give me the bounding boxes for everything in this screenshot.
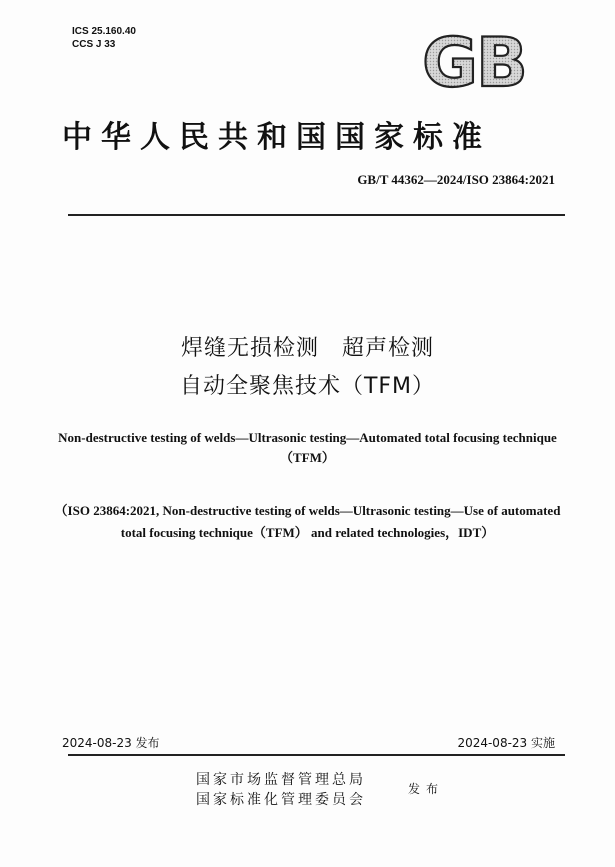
chinese-title-line-1: 焊缝无损检测 超声检测 (180, 336, 434, 361)
issuing-authorities (196, 770, 366, 810)
org-title: 中华人民共和国国家标准 (62, 120, 491, 155)
classification-codes (72, 25, 136, 51)
gb-logo-icon (414, 30, 534, 92)
issue-label: 发布 (408, 782, 445, 796)
issuer-2: 国家标准化管理委员会 (196, 792, 366, 808)
ccs-code: CCS J 33 (72, 39, 116, 50)
english-title: Non-destructive testing of welds—Ultrasonic testing—Automated total focusing technique（TFM） (58, 430, 557, 465)
implementation-date: 2024-08-23 实施 (457, 736, 555, 750)
ics-code: ICS 25.160.40 (72, 26, 136, 37)
publication-date: 2024-08-23 发布 (62, 736, 160, 750)
iso-equivalence-note: （ISO 23864:2021, Non-destructive testing of welds—Ultrasonic testing—Use of automated total focusing technique（TFM） and related technologies，IDT） (54, 503, 561, 540)
svg-text:GB: GB (422, 30, 526, 92)
chinese-title (0, 330, 615, 406)
header-divider (68, 214, 565, 216)
standard-number: GB/T 44362—2024/ISO 23864:2021 (357, 172, 555, 187)
footer-divider (68, 754, 565, 756)
chinese-title-line-2: 自动全聚焦技术（TFM） (179, 374, 436, 399)
issuer-1: 国家市场监督管理总局 (196, 772, 366, 788)
